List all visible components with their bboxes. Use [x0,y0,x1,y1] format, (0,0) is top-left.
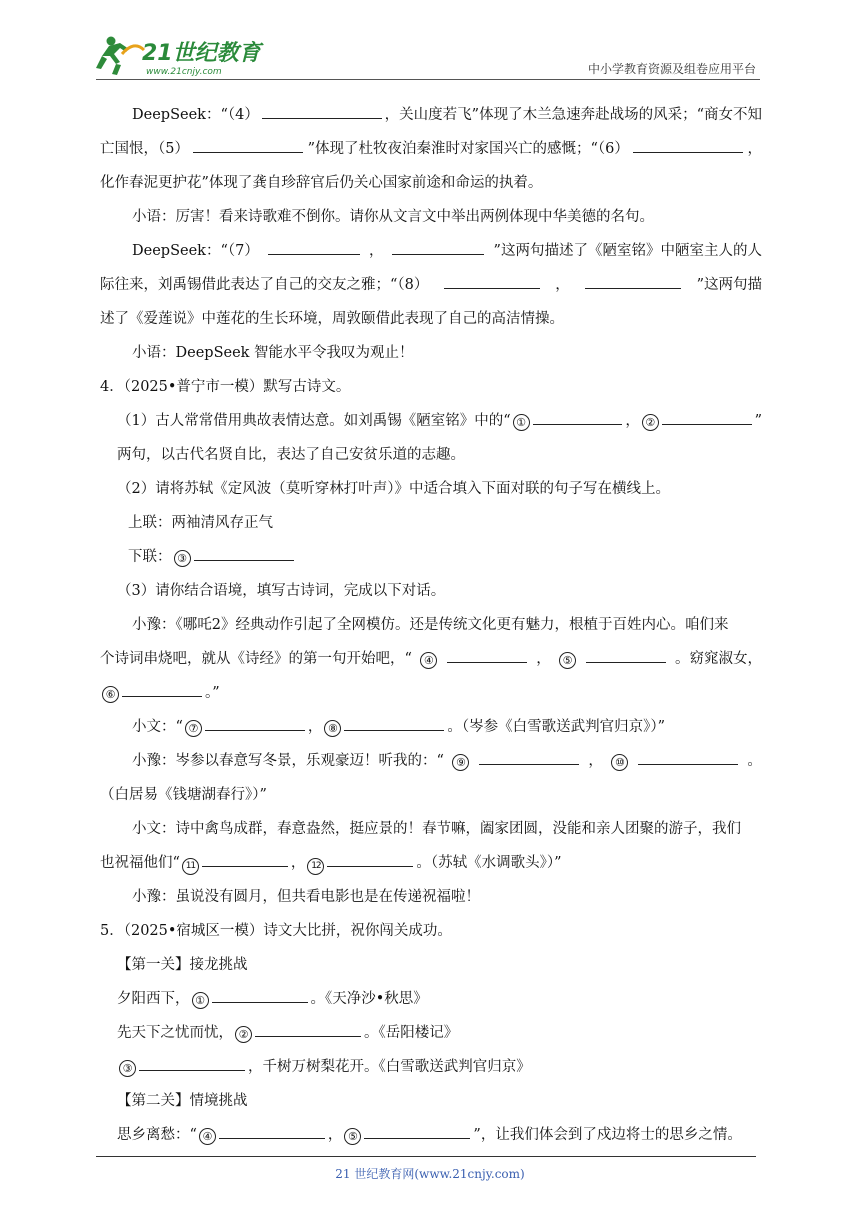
answer-blank[interactable] [586,646,666,663]
blank-number: ⑧ [324,720,341,737]
answer-blank[interactable] [327,850,413,867]
line-text: DeepSeek：“（7） [132,243,259,259]
blank-number: ③ [119,1060,136,1077]
line-text: ”这两句描 [696,277,762,293]
answer-blank[interactable] [205,714,305,731]
site-logo [96,34,266,78]
text-line [100,676,762,710]
blank-number: ⑦ [185,720,202,737]
answer-blank[interactable] [533,408,623,425]
header-rule [96,79,760,80]
answer-blank[interactable] [447,646,527,663]
text-line [100,812,762,846]
line-text: ， [536,651,551,667]
svg-text:21世纪教育: 21世纪教育 [142,41,261,66]
line-text: 个诗词串烧吧，就从《诗经》的第一句开始吧，“ [100,651,412,667]
text-line [100,1118,762,1152]
answer-blank[interactable] [638,748,738,765]
blank-number: ③ [174,550,191,567]
text-line [100,744,762,778]
blank-number: ⑨ [452,754,469,771]
line-text: ” [754,413,762,429]
answer-blank[interactable] [268,238,360,255]
text-line [100,710,762,744]
page-header [96,34,760,80]
answer-blank[interactable] [194,544,294,561]
text-line [100,166,762,200]
answer-blank[interactable] [212,986,308,1003]
line-text: 。（岑参《白雪歌送武判官归京》）” [447,719,666,735]
line-text: （3）请你结合语境，填写古诗词，完成以下对话。 [117,583,446,599]
line-text: ， [555,277,570,293]
line-text: 两句，以古代名贤自比，表达了自己安贫乐道的志趣。 [117,447,465,463]
line-text: 【第二关】情境挑战 [117,1093,248,1109]
blank-number: ④ [420,652,437,669]
line-text: 【第一关】接龙挑战 [117,957,248,973]
line-text: ， [747,141,762,157]
answer-blank[interactable] [139,1054,245,1071]
answer-blank[interactable] [633,136,743,153]
running-figure-icon [96,37,144,76]
answer-blank[interactable] [122,680,202,697]
text-line [100,98,762,132]
answer-blank[interactable] [344,714,444,731]
blank-number: ① [192,992,209,1009]
line-text: ， [307,719,323,735]
text-line [100,914,762,948]
text-line [100,370,762,404]
text-line [100,438,762,472]
line-text: 小豫：虽说没有圆月，但共看电影也是在传递祝福啦！ [132,889,480,905]
answer-blank[interactable] [255,1020,361,1037]
line-text: ， [588,753,603,769]
answer-blank[interactable] [662,408,752,425]
document-body [100,98,762,1152]
line-text: 。《岳阳楼记》 [364,1025,459,1041]
line-text: 。《天净沙•秋思》 [310,991,428,1007]
platform-name: 中小学教育资源及组卷应用平台 [587,62,756,76]
line-text: 。” [205,685,220,701]
svg-text:www.21cnjy.com: www.21cnjy.com [146,67,222,77]
blank-number: ⑤ [559,652,576,669]
line-text: ，关山度若飞”体现了木兰急速奔赴战场的风采；“商女不知 [384,107,762,123]
text-line [100,1016,762,1050]
text-line [100,234,762,268]
line-text: ”这两句描述了《陋室铭》中陋室主人的人 [493,243,762,259]
text-line [100,846,762,880]
blank-number: 12 [307,858,324,875]
text-line [100,982,762,1016]
text-line [100,336,762,370]
answer-blank[interactable] [364,1122,470,1139]
text-line [100,948,762,982]
blank-number: ② [642,414,659,431]
text-line [100,574,762,608]
text-line [100,880,762,914]
line-text: ”体现了杜牧夜泊秦淮时对家国兴亡的感慨；“（6） [307,141,629,157]
blank-number: ① [513,414,530,431]
text-line [100,200,762,234]
line-text: 化作春泥更护花”体现了龚自珍辞官后仍关心国家前途和命运的执着。 [100,175,543,191]
line-text: 小豫：岑参以春意写冬景，乐观豪迈！听我的：“ [132,753,444,769]
line-text: 亡国恨，（5） [100,141,189,157]
answer-blank[interactable] [193,136,303,153]
answer-blank[interactable] [262,102,382,119]
line-text: ， [368,243,384,259]
line-text: 。 [747,753,762,769]
page-footer: 21 世纪教育网(www.21cnjy.com) [335,1167,525,1181]
answer-blank[interactable] [585,272,681,289]
line-text: DeepSeek：“（4） [132,107,259,123]
text-line [100,404,762,438]
line-text: 小语：厉害！看来诗歌难不倒你。请你从文言文中举出两例体现中华美德的名句。 [132,209,654,225]
line-text: 小语：DeepSeek 智能水平令我叹为观止！ [132,345,414,361]
answer-blank[interactable] [444,272,540,289]
blank-number: ④ [199,1128,216,1145]
text-line [100,540,762,574]
line-text: ， [327,1127,343,1143]
line-text: 夕阳西下， [117,991,190,1007]
line-text: ，千树万树梨花开。《白雪歌送武判官归京》 [248,1059,531,1075]
text-line [100,1050,762,1084]
answer-blank[interactable] [202,850,288,867]
line-text: ”，让我们体会到了戍边将士的思乡之情。 [473,1127,742,1143]
text-line [100,268,762,302]
line-text: 际往来，刘禹锡借此表达了自己的交友之雅；“（8） [100,277,429,293]
blank-number: ⑤ [344,1128,361,1145]
line-text: 5．（2025•宿城区一模）诗文大比拼，祝你闯关成功。 [100,923,452,939]
text-line [100,1084,762,1118]
text-line [100,778,762,812]
line-text: 4．（2025•普宁市一模）默写古诗文。 [100,379,351,395]
line-text: 述了《爱莲说》中莲花的生长环境，周敦颐借此表现了自己的高洁情操。 [100,311,564,327]
line-text: 小文：“ [132,719,183,735]
text-line [100,472,762,506]
line-text: ， [625,413,640,429]
text-line [100,642,762,676]
blank-number: ② [235,1026,252,1043]
line-text: 小文：诗中禽鸟成群，春意盎然，挺应景的！春节嘛，阖家团圆，没能和亲人团聚的游子，我们 [132,821,741,837]
line-text: ， [290,855,306,871]
line-text: 。（苏轼《水调歌头》）” [416,855,562,871]
line-text: （白居易《钱塘湖春行》）” [100,787,267,803]
footer-rule [96,1156,756,1157]
line-text: （1）古人常常借用典故表情达意。如刘禹锡《陋室铭》中的“ [117,413,511,429]
line-text: 下联： [128,549,172,565]
blank-number: ⑩ [611,754,628,771]
line-text: 先天下之忧而忧， [117,1025,233,1041]
line-text: 也祝福他们“ [100,855,180,871]
text-line [100,302,762,336]
line-text: 小豫：《哪吒2》经典动作引起了全网模仿。还是传统文化更有魅力，根植于百姓内心。咱们来 [132,617,729,633]
blank-number: ⑥ [102,686,119,703]
line-text: 上联：两袖清风存正气 [128,515,273,531]
line-text: 思乡离愁：“ [117,1127,197,1143]
line-text: （2）请将苏轼《定风波（莫听穿林打叶声）》中适合填入下面对联的句子写在横线上。 [117,481,670,497]
answer-blank[interactable] [479,748,579,765]
line-text: 。窈窕淑女， [674,651,762,667]
answer-blank[interactable] [219,1122,325,1139]
text-line [100,608,762,642]
answer-blank[interactable] [392,238,484,255]
blank-number: 11 [182,858,199,875]
text-line [100,132,762,166]
text-line [100,506,762,540]
